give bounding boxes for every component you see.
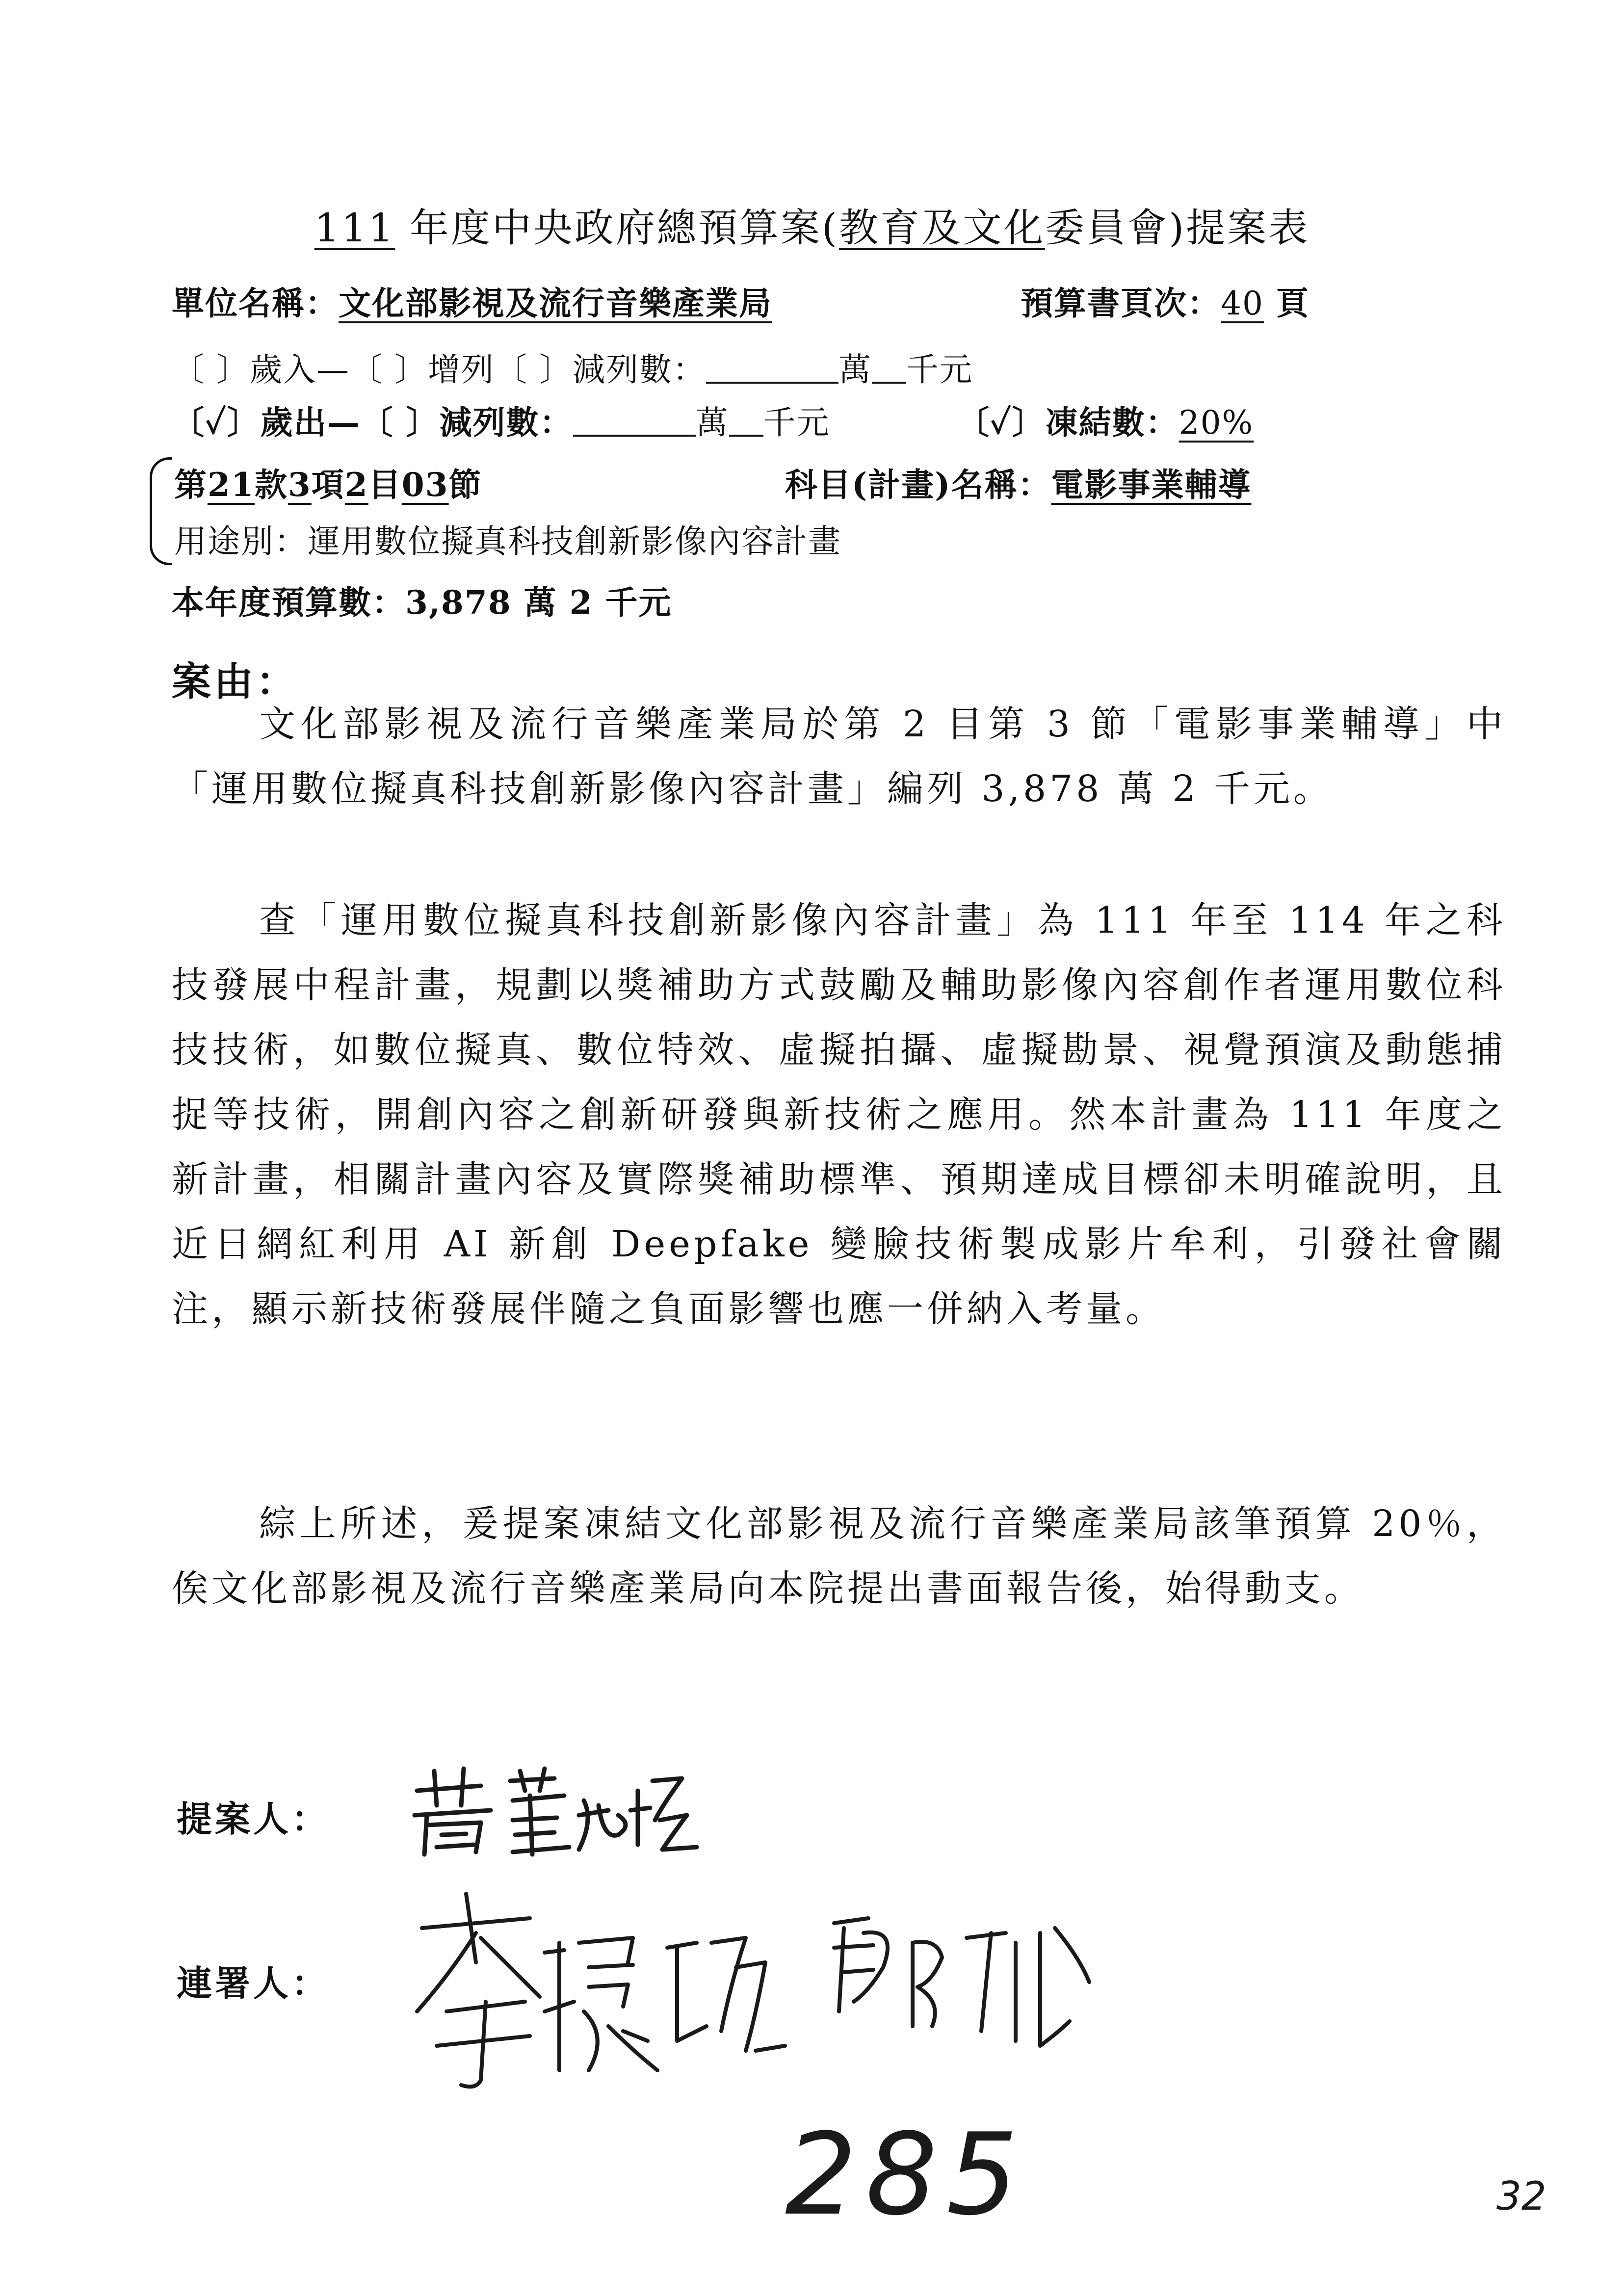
freeze-value: 20% bbox=[1179, 404, 1254, 442]
subject-row bbox=[785, 459, 1251, 505]
section-row bbox=[174, 459, 482, 505]
unit-label: 單位名稱： bbox=[172, 284, 339, 322]
revenue-qian-blank bbox=[872, 352, 906, 384]
expense-wan: 萬 bbox=[695, 404, 729, 442]
freeze-label: 〔✓〕凍結數： bbox=[957, 403, 1179, 442]
freeze-option bbox=[957, 396, 1254, 443]
document-title bbox=[0, 196, 1624, 253]
usage-row: 用途別：運用數位擬真科技創新影像內容計畫 bbox=[174, 522, 841, 560]
unit-name: 文化部影視及流行音樂產業局 bbox=[339, 284, 772, 322]
revenue-options bbox=[172, 343, 973, 390]
kuan-prefix: 第 bbox=[174, 466, 208, 504]
proposer-signature bbox=[407, 1761, 702, 1869]
xiang-number: 3 bbox=[288, 466, 312, 504]
revenue-wan-blank bbox=[706, 352, 838, 384]
section-brace bbox=[150, 457, 172, 565]
mu-suffix: 目 bbox=[368, 466, 402, 504]
mu-number: 2 bbox=[344, 466, 368, 504]
unit-row bbox=[172, 277, 772, 324]
revenue-qian: 千元 bbox=[906, 351, 973, 389]
expense-options bbox=[172, 396, 830, 443]
page-number: 40 bbox=[1221, 285, 1264, 322]
paragraph-2: 查「運用數位擬真科技創新影像內容計畫」為 111 年至 114 年之科技發展中程計畫，規劃以獎補助方式鼓勵及輔助影像內容創作者運用數位科技技術，如數位擬真、數位特效、虛擬拍攝、虛擬勘景、視覺預演及動態捕捉等技術，開創內容之創新研發與新技術之應用。然本計畫為 111 年度之新計畫，相關計畫內容及實際獎補助標準、預期達成目標卻未明確說明，且近日網紅利用 AI 新創 Deepfake 變臉技術製成影片牟利，引發社會關注，顯示新技術發展伴隨之負面影響也應一併納入考量。 bbox=[172, 899, 1506, 1330]
cosigner-label: 連署人： bbox=[177, 1962, 330, 2004]
jie-suffix: 節 bbox=[448, 466, 482, 504]
proposer-label: 提案人： bbox=[177, 1798, 330, 1840]
budget-amount: 本年度預算數：3,878 萬 2 千元 bbox=[172, 583, 672, 622]
title-year: 111 bbox=[314, 205, 395, 251]
page-mark: 32 bbox=[1496, 2173, 1546, 2219]
paragraph-1: 文化部影視及流行音樂產業局於第 2 目第 3 節「電影事業輔導」中「運用數位擬真科技創新影像內容計畫」編列 3,878 萬 2 千元。 bbox=[172, 703, 1506, 810]
subject-name: 電影事業輔導 bbox=[1051, 466, 1252, 504]
jie-number: 03 bbox=[401, 466, 449, 504]
xiang-suffix: 項 bbox=[311, 466, 345, 504]
kuan-suffix: 款 bbox=[254, 466, 288, 504]
revenue-label: 〔 〕歲入—〔 〕增列〔 〕減列數： bbox=[172, 351, 706, 389]
expense-qian: 千元 bbox=[763, 404, 830, 442]
subject-label: 科目(計畫)名稱： bbox=[785, 466, 1051, 504]
reason-label: 案由： bbox=[172, 658, 298, 704]
paragraph-3: 綜上所述，爰提案凍結文化部影視及流行音樂產業局該筆預算 20％，俟文化部影視及流行音樂產業局向本院提出書面報告後，始得動支。 bbox=[172, 1503, 1506, 1610]
title-suffix: 委員會)提案表 bbox=[1045, 205, 1310, 251]
page-label: 預算書頁次： bbox=[1021, 284, 1221, 322]
kuan-number: 21 bbox=[208, 466, 255, 504]
expense-qian-blank bbox=[729, 405, 763, 437]
page-unit: 頁 bbox=[1276, 284, 1310, 322]
budget-page-row bbox=[1021, 277, 1310, 324]
title-text: 年度中央政府總預算案( bbox=[395, 205, 839, 251]
expense-label: 〔✓〕歲出—〔 〕減列數： bbox=[172, 403, 573, 442]
cosigner-signature bbox=[402, 1884, 1138, 2119]
title-committee: 教育及文化 bbox=[839, 205, 1046, 251]
revenue-wan: 萬 bbox=[838, 351, 872, 389]
expense-wan-blank bbox=[573, 405, 696, 437]
handwritten-number: 285 bbox=[785, 2110, 1027, 2241]
